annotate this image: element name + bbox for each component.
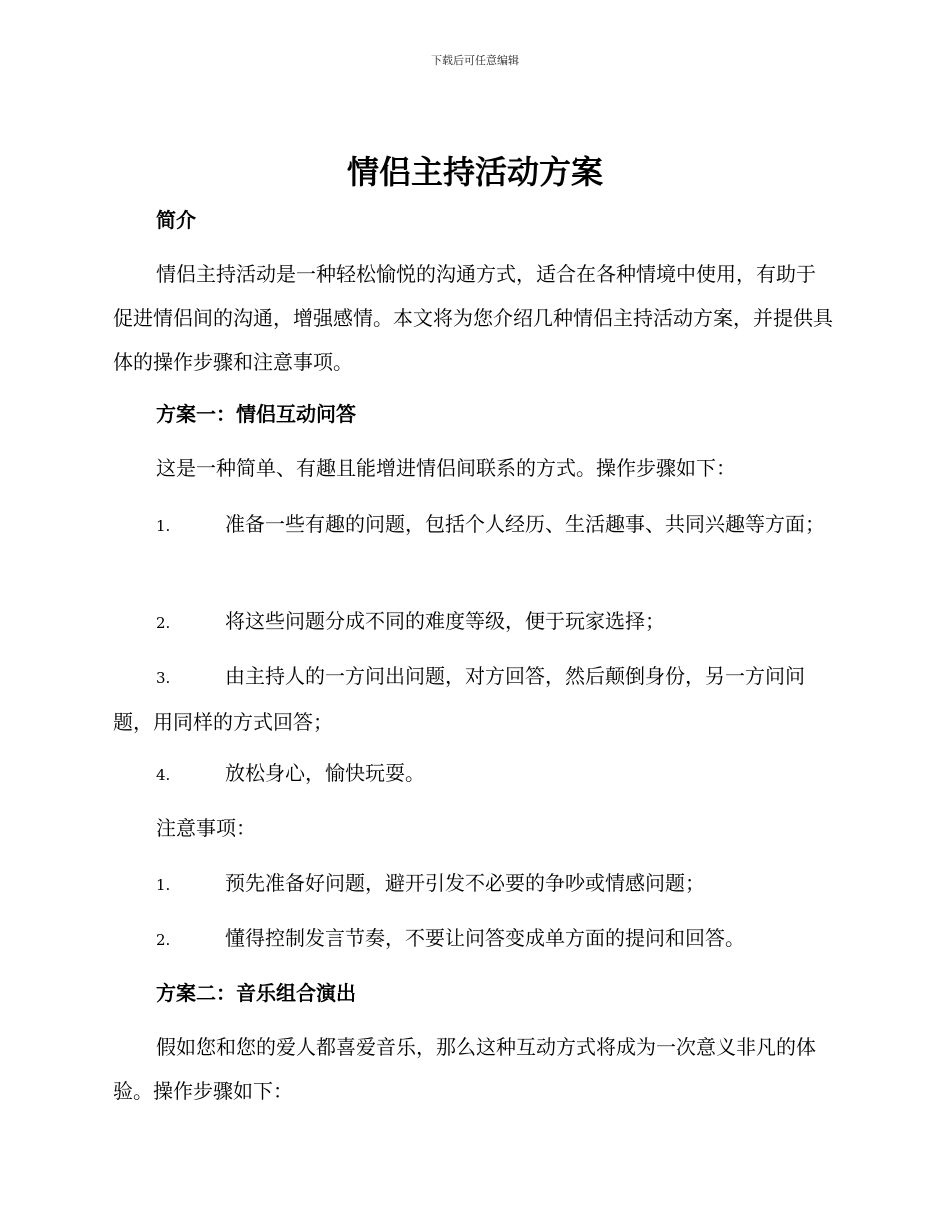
list-item-text: 由主持人的一方问出问题，对方回答，然后颠倒身份，另一方问问题，用同样的方式回答； (113, 664, 805, 734)
list-item-number: 1. (156, 876, 171, 894)
list-item-text: 放松身心，愉快玩耍。 (225, 761, 425, 785)
list-item (113, 654, 833, 744)
list-item (113, 861, 833, 907)
list-item-number: 2. (156, 931, 171, 949)
intro-heading: 简介 (156, 208, 196, 232)
list-item (113, 751, 833, 797)
list-item-text: 将这些问题分成不同的难度等级，便于玩家选择； (225, 609, 665, 633)
list-item-text: 准备一些有趣的问题，包括个人经历、生活趣事、共同兴趣等方面； (225, 512, 825, 536)
list-item-text: 懂得控制发言节奏，不要让问答变成单方面的提问和回答。 (225, 926, 745, 950)
list-item-number: 2. (156, 614, 171, 632)
list-item-text: 预先准备好问题，避开引发不必要的争吵或情感问题； (225, 871, 705, 895)
plan2-intro-paragraph: 假如您和您的爱人都喜爱音乐，那么这种互动方式将成为一次意义非凡的体验。操作步骤如下： (113, 1035, 816, 1103)
plan2-heading: 方案二：音乐组合演出 (156, 981, 356, 1005)
notes-label: 注意事项： (156, 816, 256, 840)
header-note: 下载后可任意编辑 (431, 54, 519, 67)
plan1-heading: 方案一：情侣互动问答 (156, 402, 356, 426)
document-title: 情侣主持活动方案 (346, 153, 603, 191)
list-item-number: 1. (156, 517, 171, 535)
list-item (113, 599, 833, 645)
list-item (113, 502, 833, 548)
list-item (113, 916, 833, 962)
list-item-number: 4. (156, 766, 171, 784)
plan1-intro-paragraph: 这是一种简单、有趣且能增进情侣间联系的方式。操作步骤如下： (156, 456, 736, 480)
list-item-number: 3. (156, 669, 171, 687)
intro-paragraph: 情侣主持活动是一种轻松愉悦的沟通方式，适合在各种情境中使用，有助于促进情侣间的沟通，增强感情。本文将为您介绍几种情侣主持活动方案，并提供具体的操作步骤和注意事项。 (113, 262, 833, 374)
